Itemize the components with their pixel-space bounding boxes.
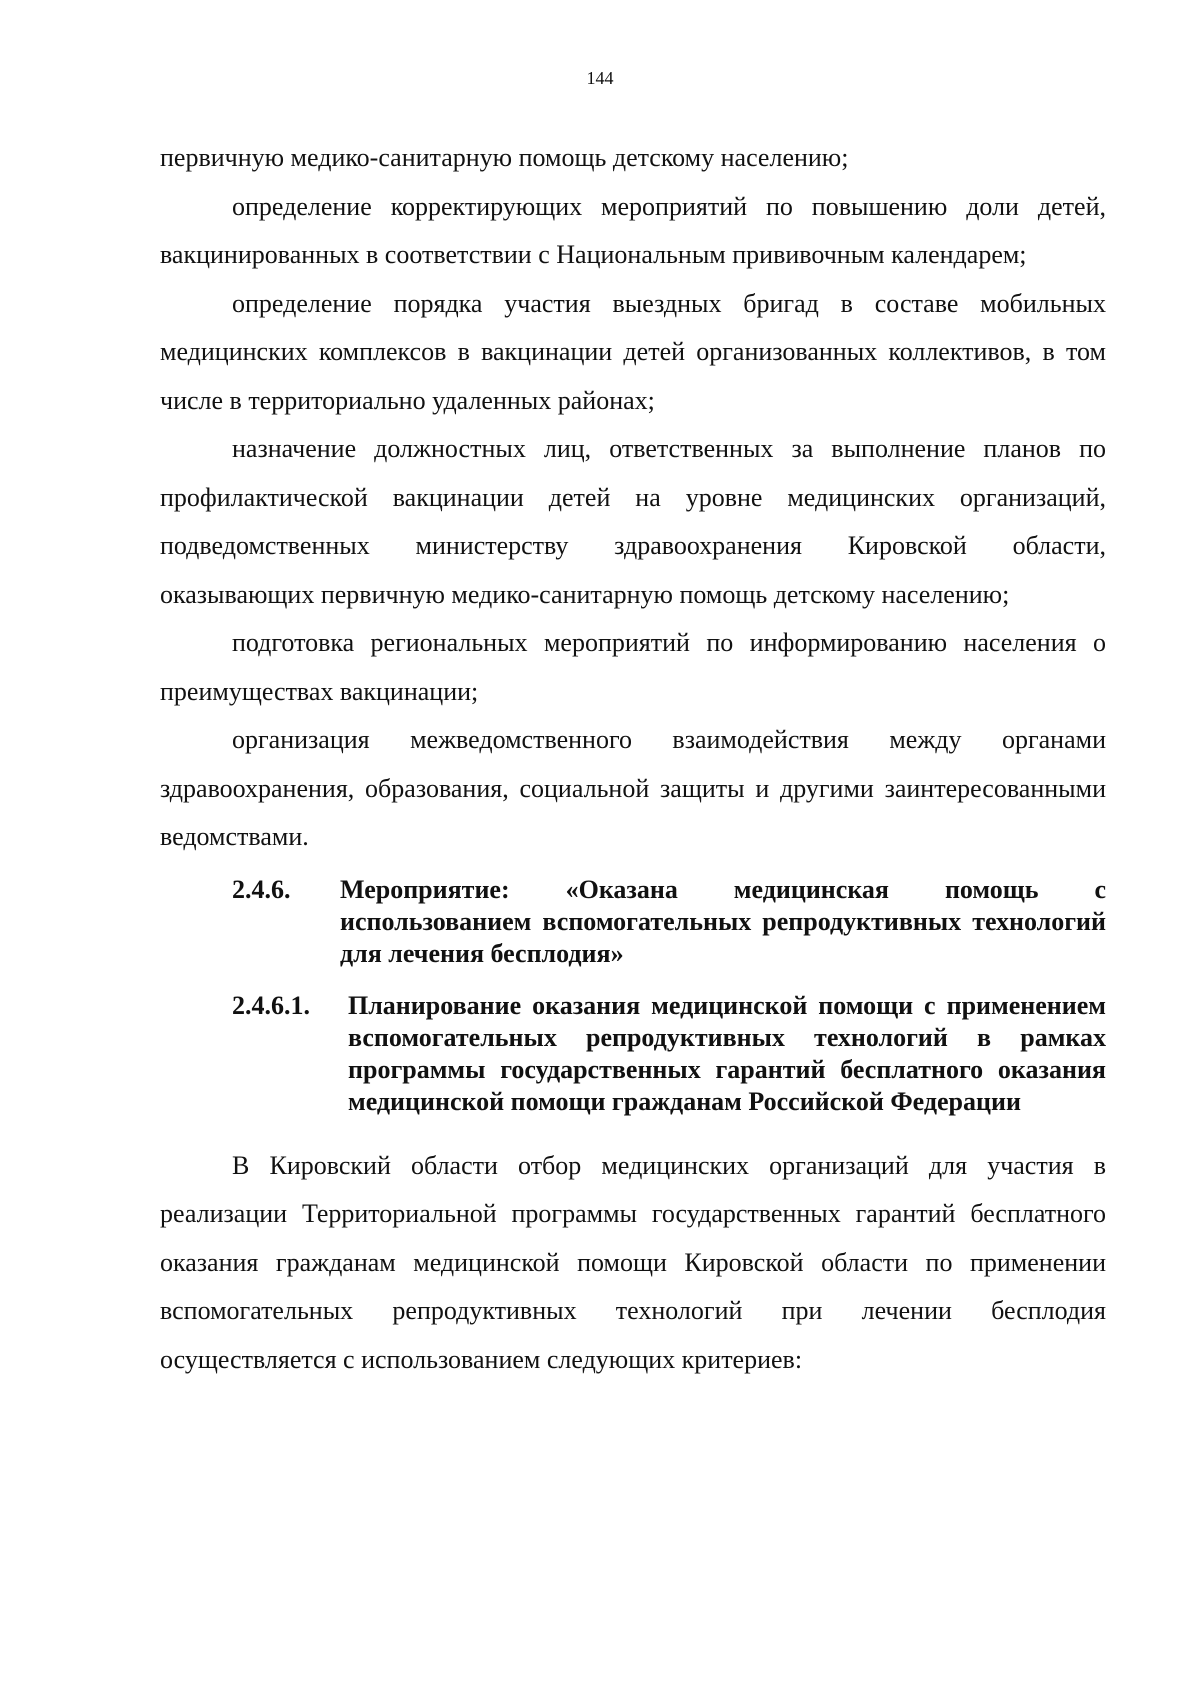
subsection-number: 2.4.6.1. <box>232 990 310 1020</box>
section-number: 2.4.6. <box>232 874 291 904</box>
subsection-heading-2-4-6-1 <box>160 990 1106 1118</box>
paragraph-responsible-officials: назначение должностных лиц, ответственных за выполнение планов по профилактической вакцинации детей на уровне медицинских организаций, подведомственных министерству здравоохранения Кировской области, оказывающих первичную медико-санитарную помощь детскому населению; <box>160 434 1106 609</box>
section-heading-2-4-6 <box>160 874 1106 970</box>
page-number: 144 <box>586 68 614 88</box>
spacer <box>160 1118 1106 1142</box>
section-title: Мероприятие: «Оказана медицинская помощь с использованием вспомогательных репродуктивных технологий для лечения бесплодия» <box>340 874 1106 968</box>
paragraph-continuation: первичную медико-санитарную помощь детскому населению; <box>160 143 849 172</box>
paragraph-mobile-brigades: определение порядка участия выездных бригад в составе мобильных медицинских комплексов в вакцинации детей организованных коллективов, в том числе в территориально удаленных районах; <box>160 288 1106 415</box>
paragraph-interagency-cooperation: организация межведомственного взаимодействия между органами здравоохранения, образования, социальной защиты и другими заинтересованными ведомствами. <box>160 725 1106 851</box>
document-body <box>160 134 1106 1384</box>
paragraph-corrective-measures: определение корректирующих мероприятий по повышению доли детей, вакцинированных в соответствии с Национальным прививочным календарем; <box>160 191 1106 269</box>
subsection-title: Планирование оказания медицинской помощи с применением вспомогательных репродуктивных технологий в рамках программы государственных гарантий бесплатного оказания медицинской помощи гражданам Российской Федерации <box>348 990 1106 1116</box>
paragraph-informing-population: подготовка региональных мероприятий по информированию населения о преимуществах вакцинации; <box>160 628 1106 706</box>
paragraph-selection-criteria: В Кировский области отбор медицинских организаций для участия в реализации Территориальной программы государственных гарантий бесплатного оказания гражданам медицинской помощи Кировской области по применении вспомогательных репродуктивных технологий при лечении бесплодия осуществляется с использованием следующих критериев: <box>160 1150 1106 1374</box>
